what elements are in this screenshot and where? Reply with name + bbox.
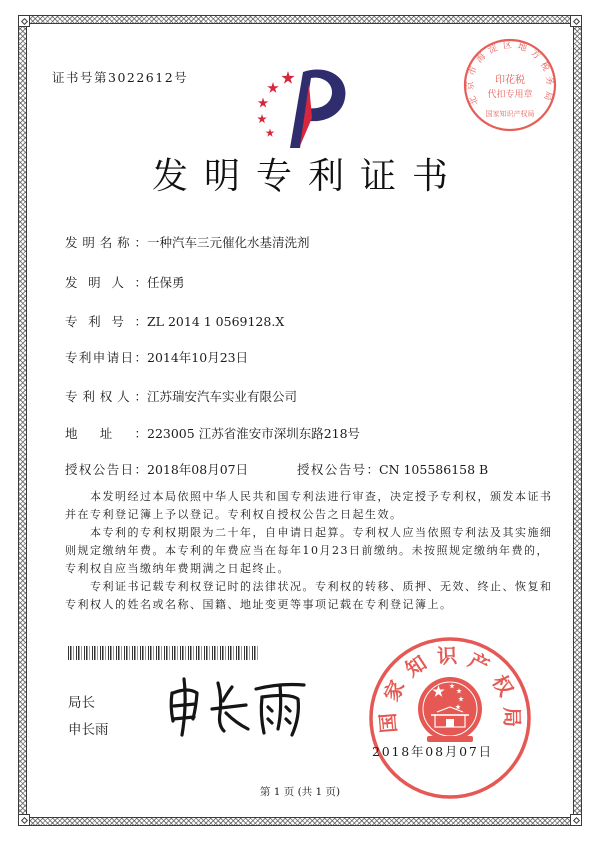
- field-value: 223005 江苏省淮安市深圳东路218号: [147, 426, 361, 441]
- statement-line: 专利证书记载专利权登记时的法律状况。专利权的转移、质押、无效、终止、恢复和: [90, 580, 553, 593]
- patent-office-logo-icon: [250, 60, 350, 152]
- tax-stamp-line3: 国家知识产权局: [485, 110, 535, 118]
- field-grant-announcement-number: [297, 462, 488, 478]
- certificate-number: 证书号第3022612号: [52, 70, 189, 85]
- logo-p-shape: [290, 70, 345, 148]
- statement-line: 本发明经过本局依照中华人民共和国专利法进行审查，决定授予专利权，颁发本证书: [90, 490, 553, 503]
- frame-corner-ornament: [570, 814, 582, 826]
- barcode-icon: [68, 646, 260, 660]
- field-address: [65, 426, 360, 442]
- field-grant-announcement-date: [65, 462, 248, 478]
- frame-corner-ornament: [18, 814, 30, 826]
- tax-stamp-icon: [461, 36, 559, 134]
- logo-star-icon: [267, 82, 279, 93]
- signatory-title: 局长: [68, 695, 95, 711]
- field-value: 一种汽车三元催化水基清洗剂: [147, 235, 310, 250]
- statement-line: 并在专利登记簿上予以登记。专利权自授权公告之日起生效。: [65, 508, 403, 521]
- tax-stamp-arc-text: 北京市海淀区地方税务局: [465, 40, 555, 107]
- signature-icon: [160, 675, 310, 741]
- field-label: 专利号：: [65, 314, 147, 329]
- logo-star-icon: [258, 98, 269, 108]
- field-value: 2014年10月23日: [147, 350, 249, 365]
- certificate-statement: [65, 488, 565, 614]
- tax-stamp-line1: 印花税: [495, 75, 525, 86]
- statement-line: 专利权自应当缴纳年费期满之日起终止。: [65, 562, 290, 575]
- logo-star-icon: [257, 114, 267, 123]
- frame-corner-ornament: [570, 15, 582, 27]
- official-seal-icon: [365, 633, 535, 803]
- field-label: 地址：: [65, 426, 147, 441]
- field-invention-name: [65, 235, 310, 251]
- field-label: 授权公告日：: [65, 462, 147, 477]
- field-patentee: [65, 389, 297, 405]
- field-value: ZL 2014 1 0569128.X: [147, 314, 285, 329]
- page-footer: 第 1 页 (共 1 页): [259, 786, 341, 798]
- field-label: 专利权人：: [65, 389, 147, 404]
- statement-line: 则规定缴纳年费。本专利的年费应当在每年10月23日前缴纳。未按照规定缴纳年费的，: [65, 544, 549, 557]
- logo-star-icon: [281, 71, 294, 84]
- frame-corner-ornament: [18, 15, 30, 27]
- tax-stamp-line2: 代扣专用章: [487, 90, 533, 100]
- signatory-name: 申长雨: [68, 722, 109, 738]
- field-label: 专利申请日：: [65, 350, 147, 365]
- seal-date: 2018年08月07日: [372, 744, 493, 759]
- seal-arc-text: 国家知识产权局: [375, 643, 525, 734]
- field-inventor: [65, 275, 185, 291]
- field-application-date: [65, 350, 248, 366]
- national-emblem-icon: [418, 677, 482, 742]
- field-value: 任保勇: [147, 275, 185, 290]
- statement-line: 本专利的专利权期限为二十年，自申请日起算。专利权人应当依照专利法及其实施细: [90, 526, 553, 539]
- field-value: 2018年08月07日: [147, 462, 249, 477]
- field-patent-number: [65, 314, 284, 330]
- field-label: 发明名称：: [65, 235, 147, 250]
- field-value: CN 105586158 B: [379, 462, 489, 477]
- logo-star-icon: [266, 129, 275, 137]
- page-title: 发明专利证书: [151, 156, 464, 197]
- statement-line: 专利权人的姓名或名称、国籍、地址变更等事项记载在专利登记簿上。: [65, 598, 453, 611]
- field-value: 江苏瑞安汽车实业有限公司: [147, 389, 298, 404]
- field-label: 授权公告号：: [297, 462, 379, 477]
- field-label: 发明人：: [65, 275, 147, 290]
